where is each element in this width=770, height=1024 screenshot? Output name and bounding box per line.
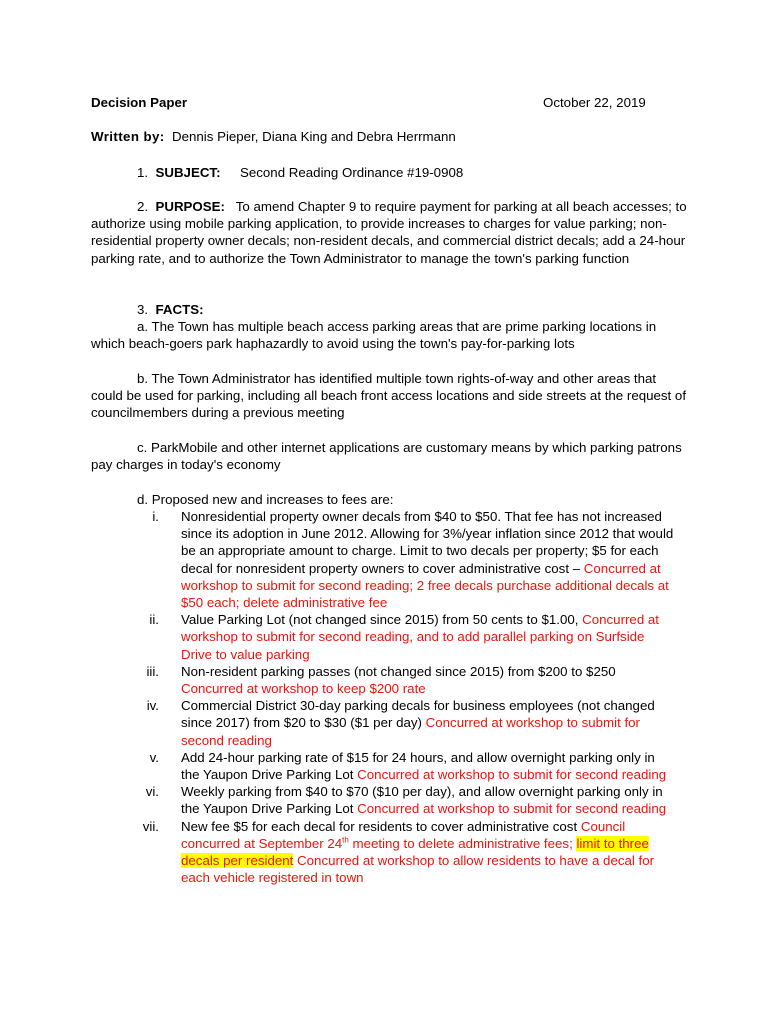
authors: Dennis Pieper, Diana King and Debra Herrmann (171, 129, 456, 144)
list-number: iv. (146, 698, 159, 714)
facts-label: FACTS: (155, 302, 204, 317)
workshop-note: Concurred at workshop to submit for second reading; 2 free decals purchase additional decals at $50 each; delete administrative fee (181, 560, 669, 611)
workshop-note: Concurred at workshop to submit for second reading (181, 715, 640, 748)
list-item: ii. Value Parking Lot (not changed since 2015) from 50 cents to $1.00, Concurred at workshop to submit for second reading, and to add parallel parking on Surfside Drive to value parking (91, 611, 691, 663)
workshop-note: Concurred at workshop to keep $200 rate (181, 681, 426, 697)
list-item: i. Nonresidential property owner decals from $40 to $50. That fee has not increased since its adoption in June 2012. Allowing for 3%/year inflation since 2012 that would be an appropriate amount to charge. Limit to two decals per property; $5 for each decal for nonresident property owners to cover administrative cost – Concurred at workshop to submit for second reading; 2 free decals purchase additional decals at $50 each; delete administrative fee (91, 508, 691, 611)
list-item: vii. New fee $5 for each decal for residents to cover administrative cost Council concurred at September 24th meeting to delete administrative fees; limit to three decals per resident Concurred at workshop to allow residents to have a decal for each vehicle registered in town (91, 818, 691, 887)
fact-d: d. Proposed new and increases to fees are: (137, 492, 394, 507)
list-number: iii. (146, 663, 159, 679)
document-title: Decision Paper (91, 95, 188, 110)
fee-list (91, 508, 691, 886)
subject-label: SUBJECT: (155, 165, 221, 180)
list-item: iii. Non-resident parking passes (not changed since 2015) from $200 to $250 Concurred at workshop to keep $200 rate (91, 663, 691, 697)
list-item: iv. Commercial District 30-day parking decals for business employees (not changed since 2017) from $20 to $30 ($1 per day) Concurred at workshop to submit for second reading (91, 697, 691, 749)
council-note: Council concurred at September 24th meeting to delete administrative fees; limit to three decals per resident Concurred at workshop to allow residents to have a decal for each vehicle registered in town (181, 818, 655, 886)
list-number: vi. (145, 784, 159, 800)
workshop-note: Concurred at workshop to submit for second reading, and to add parallel parking on Surfside Drive to value parking (181, 612, 660, 662)
list-item: v. Add 24-hour parking rate of $15 for 24 hours, and allow overnight parking only in the Yaupon Drive Parking Lot Concurred at workshop to submit for second reading (91, 749, 691, 783)
purpose-paragraph: 2. PURPOSE: To amend Chapter 9 to require payment for parking at all beach accesses; to authorize using mobile parking application, to provide increases to charges for value parking; non-residential property owner decals; non-resident decals, and commercial district decals; add a 24-hour parking rate, and to authorize the Town Administrator to manage the town's parking function (91, 199, 687, 266)
fact-c: c. ParkMobile and other internet applications are customary means by which parking patrons pay charges in today's economy (91, 440, 682, 473)
written-by-line (91, 128, 456, 145)
fact-a: a. The Town has multiple beach access parking areas that are prime parking locations in which beach-goers park haphazardly to avoid using the town's pay-for-parking lots (91, 319, 657, 352)
fact-b: b. The Town Administrator has identified multiple town rights-of-way and other areas that could be used for parking, including all beach front access locations and side streets at the request of councilmembers during a previous meeting (91, 371, 687, 421)
highlighted-text: limit to three decals per resident (181, 835, 649, 869)
written-by-label: Written by: (91, 129, 165, 144)
workshop-note: Concurred at workshop to submit for second reading (357, 801, 667, 817)
subject-text: Second Reading Ordinance #19-0908 (240, 165, 464, 180)
document-date: October 22, 2019 (543, 95, 646, 110)
subject-heading: 1. SUBJECT: (137, 165, 221, 180)
purpose-label: PURPOSE: (155, 199, 225, 214)
list-number: i. (152, 509, 159, 524)
list-number: vii. (142, 818, 159, 834)
facts-heading: 3. FACTS: (137, 302, 204, 317)
list-item: vi. Weekly parking from $40 to $70 ($10 per day), and allow overnight parking only in the Yaupon Drive Parking Lot Concurred at workshop to submit for second reading (91, 783, 691, 817)
list-number: v. (149, 749, 159, 765)
purpose-text: To amend Chapter 9 to require payment for parking at all beach accesses; to authorize using mobile parking application, to provide increases to charges for value parking; non-residential property owner decals; non-resident decals, and commercial district decals; add a 24-hour parking rate, and to authorize the Town Administrator to manage the town's parking function (91, 199, 687, 266)
list-number: ii. (149, 612, 159, 628)
workshop-note: Concurred at workshop to submit for second reading (357, 767, 667, 783)
